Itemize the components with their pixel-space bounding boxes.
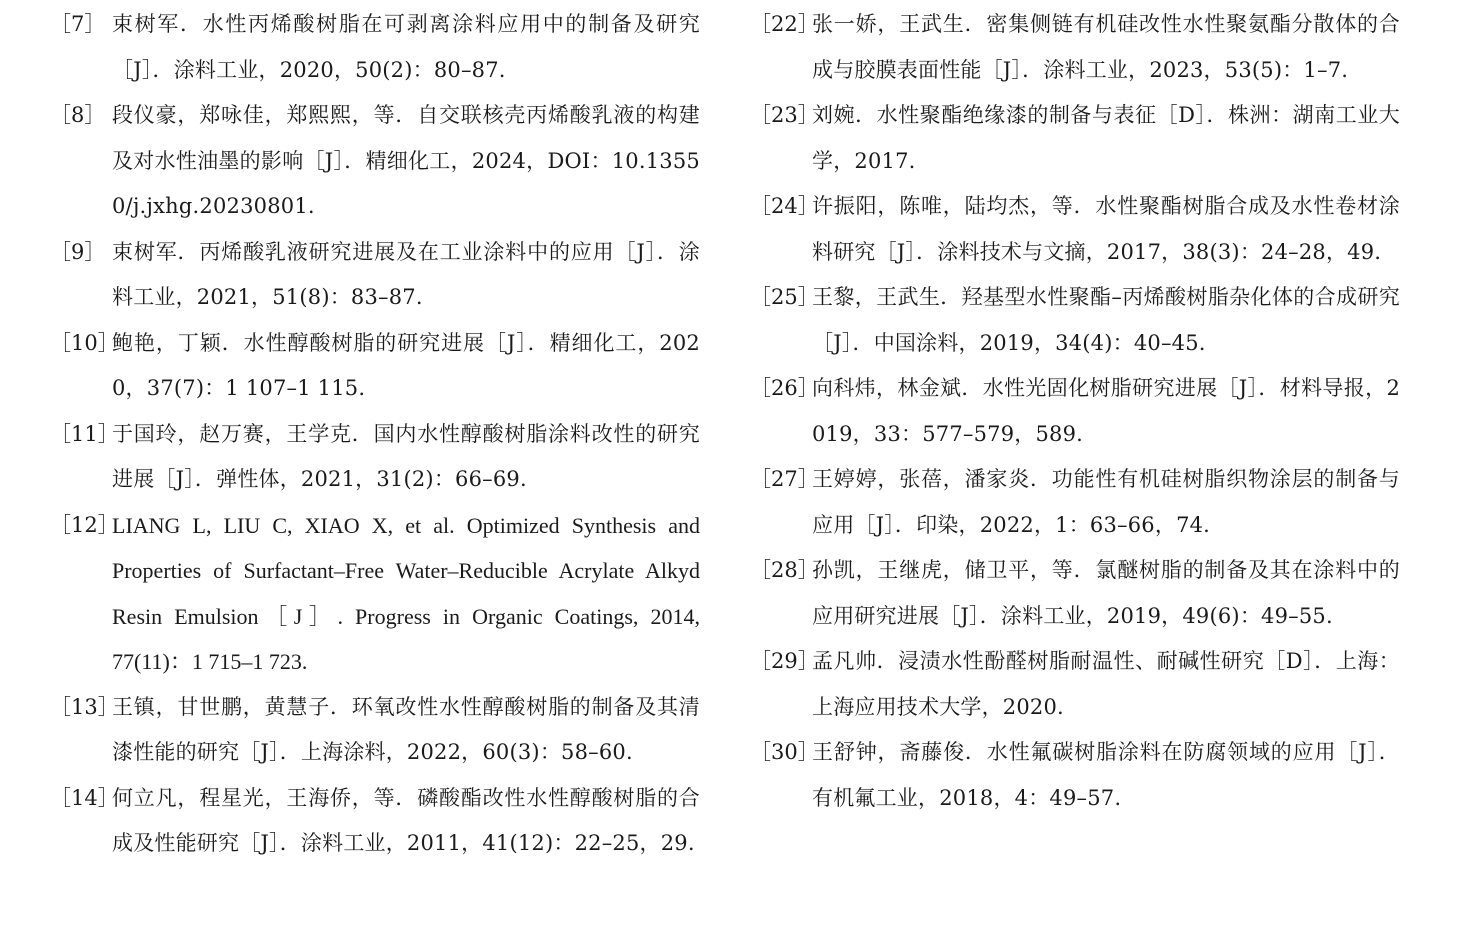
reference-number: ［23］: [750, 103, 819, 127]
reference-item: [50, 230, 700, 321]
reference-item: [50, 93, 700, 230]
reference-number: ［10］: [50, 330, 119, 355]
reference-number: ［12］: [50, 512, 119, 537]
reference-text: 于国玲，赵万赛，王学克．国内水性醇酸树脂涂料改性的研究进展［J］．弹性体，2021，31(2)：66–69.: [112, 421, 700, 491]
reference-number: ［24］: [750, 194, 819, 218]
reference-number: ［30］: [750, 740, 819, 764]
reference-item: [750, 93, 1400, 184]
reference-item: [750, 730, 1400, 821]
reference-item: [750, 184, 1400, 275]
reference-column-left: [50, 0, 700, 867]
reference-item: [50, 503, 700, 685]
reference-text: 束树军．丙烯酸乳液研究进展及在工业涂料中的应用［J］．涂料工业，2021，51(8)：83–87.: [112, 239, 700, 309]
reference-number: ［26］: [750, 376, 819, 400]
reference-text: 孙凯，王继虎，储卫平，等．氯醚树脂的制备及其在涂料中的应用研究进展［J］．涂料工业，2019，49(6)：49–55.: [812, 558, 1400, 628]
reference-number: ［22］: [750, 12, 819, 36]
reference-text: 许振阳，陈唯，陆均杰，等．水性聚酯树脂合成及水性卷材涂料研究［J］．涂料技术与文摘，2017，38(3)：24–28，49.: [812, 194, 1400, 264]
reference-column-right: [750, 0, 1400, 821]
reference-item: [50, 2, 700, 93]
reference-number: ［25］: [750, 285, 819, 309]
reference-item: [750, 366, 1400, 457]
reference-number: ［29］: [750, 649, 819, 673]
reference-item: [50, 776, 700, 867]
reference-number: ［8］: [50, 103, 106, 127]
reference-number: ［14］: [50, 785, 119, 810]
reference-text: 王婷婷，张蓓，潘家炎．功能性有机硅树脂织物涂层的制备与应用［J］．印染，2022，1：63–66，74.: [812, 467, 1400, 537]
reference-item: [750, 457, 1400, 548]
reference-text: LIANG L, LIU C, XIAO X, et al. Optimized Synthesis and Properties of Surfactant–Free Water–Reducible Acrylate Alkyd Resin Emulsion［J］. Progress in Organic Coatings, 2014, 77(11)：1 715–1 723.: [112, 512, 700, 674]
reference-item: [750, 548, 1400, 639]
reference-text: 鲍艳，丁颖．水性醇酸树脂的研究进展［J］．精细化工，2020，37(7)：1 107–1 115.: [112, 330, 700, 400]
reference-item: [50, 321, 700, 412]
reference-text: 束树军．水性丙烯酸树脂在可剥离涂料应用中的制备及研究［J］．涂料工业，2020，50(2)：80–87.: [112, 12, 700, 82]
reference-number: ［7］: [50, 12, 106, 36]
reference-number: ［27］: [750, 467, 819, 491]
reference-text: 王黎，王武生．羟基型水性聚酯–丙烯酸树脂杂化体的合成研究［J］．中国涂料，2019，34(4)：40–45.: [812, 285, 1400, 355]
reference-text: 何立凡，程星光，王海侨，等．磷酸酯改性水性醇酸树脂的合成及性能研究［J］．涂料工业，2011，41(12)：22–25，29.: [112, 785, 700, 855]
reference-item: [750, 275, 1400, 366]
reference-item: [50, 412, 700, 503]
reference-item: [750, 639, 1400, 730]
reference-text: 向科炜，林金斌．水性光固化树脂研究进展［J］．材料导报，2019，33：577–579，589.: [812, 376, 1400, 446]
reference-text: 段仪豪，郑咏佳，郑熙熙，等．自交联核壳丙烯酸乳液的构建及对水性油墨的影响［J］．精细化工，2024，DOI：10.13550/j.jxhg.20230801.: [112, 103, 700, 218]
reference-text: 刘婉．水性聚酯绝缘漆的制备与表征［D］．株洲：湖南工业大学，2017.: [812, 103, 1400, 173]
reference-item: [750, 2, 1400, 93]
reference-text: 王镇，甘世鹏，黄慧子．环氧改性水性醇酸树脂的制备及其清漆性能的研究［J］．上海涂料，2022，60(3)：58–60.: [112, 694, 700, 764]
reference-number: ［28］: [750, 558, 819, 582]
reference-item: [50, 685, 700, 776]
reference-text: 孟凡帅．浸渍水性酚醛树脂耐温性、耐碱性研究［D］．上海：上海应用技术大学，2020.: [812, 649, 1400, 719]
reference-number: ［9］: [50, 239, 106, 264]
reference-number: ［13］: [50, 694, 119, 719]
reference-text: 张一娇，王武生．密集侧链有机硅改性水性聚氨酯分散体的合成与胶膜表面性能［J］．涂料工业，2023，53(5)：1–7.: [812, 12, 1400, 82]
reference-number: ［11］: [50, 421, 119, 446]
reference-text: 王舒钟，斋藤俊．水性氟碳树脂涂料在防腐领域的应用［J］．有机氟工业，2018，4：49–57.: [812, 740, 1400, 810]
